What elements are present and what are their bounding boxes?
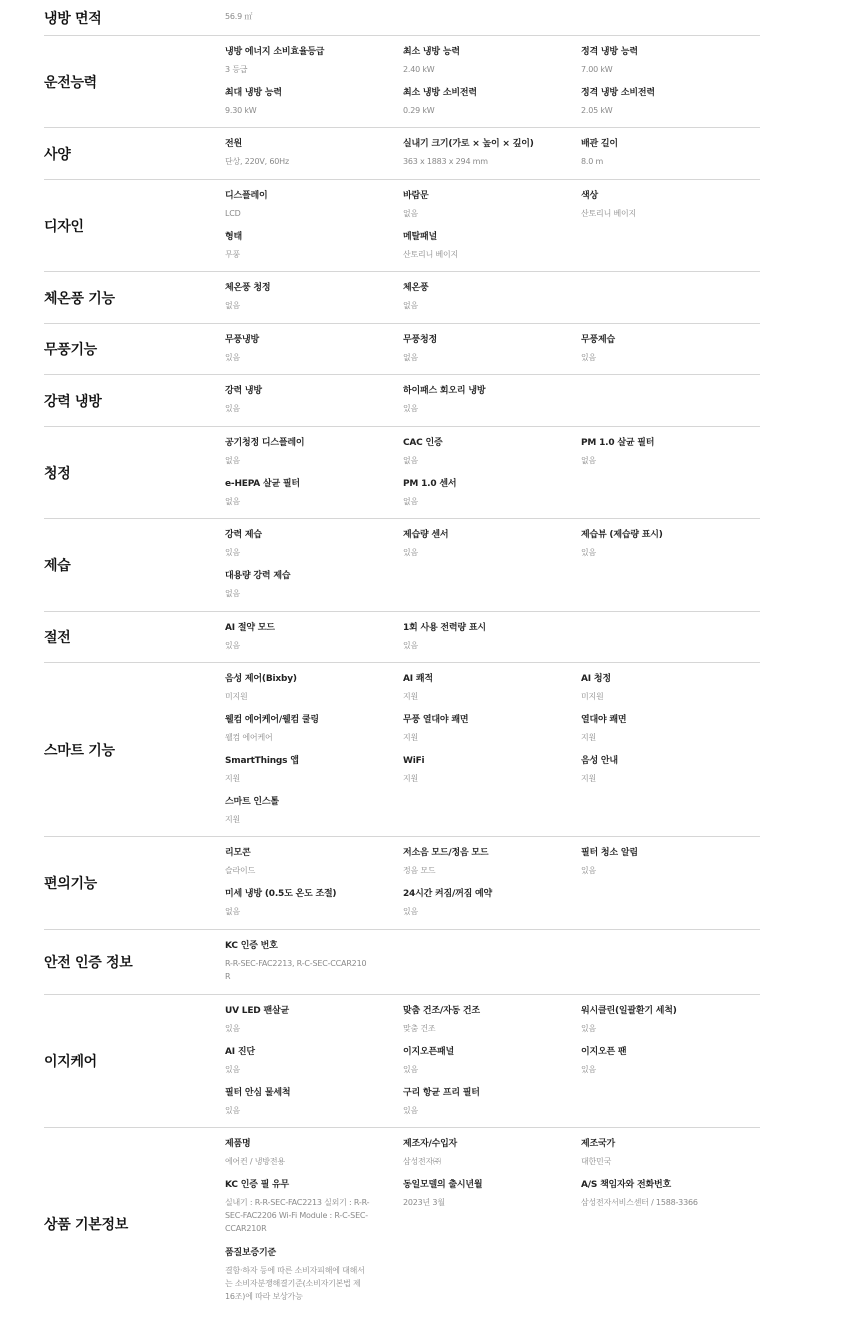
spec-item xyxy=(225,46,400,76)
spec-item xyxy=(403,1179,578,1209)
spec-item xyxy=(225,334,400,364)
section-title: 청정 xyxy=(44,465,71,482)
spec-value: 지원 xyxy=(581,733,597,742)
spec-item xyxy=(225,231,400,261)
spec-section-purification xyxy=(44,427,760,519)
spec-value: 없음 xyxy=(225,497,241,506)
spec-label: 체온풍 xyxy=(403,283,429,293)
spec-label: 제습량 센서 xyxy=(403,530,449,540)
spec-section-product-info xyxy=(44,1128,760,1320)
spec-section-smart-features xyxy=(44,663,760,837)
spec-item xyxy=(581,138,756,168)
spec-value: 없음 xyxy=(403,456,419,465)
spec-label: 바람문 xyxy=(403,191,429,201)
spec-section-specification xyxy=(44,128,760,180)
spec-section-easycare xyxy=(44,995,760,1128)
spec-item xyxy=(403,714,578,744)
spec-value: 없음 xyxy=(403,353,419,362)
spec-label: 구리 항균 프리 필터 xyxy=(403,1088,480,1098)
spec-item xyxy=(581,1138,756,1168)
spec-value: 있음 xyxy=(403,1065,419,1074)
spec-label: 형태 xyxy=(225,232,242,242)
spec-label: 동일모델의 출시년월 xyxy=(403,1180,483,1190)
section-title: 운전능력 xyxy=(44,74,97,91)
spec-label: 웰컴 에어케어/웰컴 쿨링 xyxy=(225,715,319,725)
spec-value: 단상, 220V, 60Hz xyxy=(225,157,289,166)
spec-section-power-cooling xyxy=(44,375,760,427)
spec-item xyxy=(581,437,756,467)
spec-label: 무풍 열대야 쾌면 xyxy=(403,715,469,725)
spec-value: 있음 xyxy=(581,1024,597,1033)
spec-value: 지원 xyxy=(403,733,419,742)
spec-value: 0.29 kW xyxy=(403,106,435,115)
spec-item xyxy=(403,1138,578,1168)
spec-item xyxy=(225,190,400,220)
spec-value: 56.9 ㎡ xyxy=(225,12,253,21)
spec-item xyxy=(581,190,756,220)
spec-label: 냉방 에너지 소비효율등급 xyxy=(225,47,325,57)
spec-value: 2.40 kW xyxy=(403,65,435,74)
spec-value: 무풍 xyxy=(225,250,241,259)
spec-value: 산토리니 베이지 xyxy=(581,209,637,218)
spec-item xyxy=(225,673,400,703)
spec-label: 24시간 켜짐/꺼짐 예약 xyxy=(403,889,493,899)
spec-value: 없음 xyxy=(225,589,241,598)
spec-label: 무풍청정 xyxy=(403,335,437,345)
spec-label: 대용량 강력 제습 xyxy=(225,571,291,581)
spec-item xyxy=(225,1046,400,1076)
spec-label: 품질보증기준 xyxy=(225,1248,276,1258)
spec-label: 정격 냉방 능력 xyxy=(581,47,638,57)
spec-value: 2.05 kW xyxy=(581,106,613,115)
spec-item xyxy=(581,755,756,785)
spec-value: 있음 xyxy=(403,404,419,413)
spec-label: 최대 냉방 능력 xyxy=(225,88,282,98)
spec-value: 정음 모드 xyxy=(403,866,436,875)
spec-value: 있음 xyxy=(225,353,241,362)
spec-label: 필터 청소 알림 xyxy=(581,848,638,858)
spec-value: 없음 xyxy=(225,456,241,465)
spec-label: 이지오픈패널 xyxy=(403,1047,454,1057)
spec-value: 지원 xyxy=(403,774,419,783)
spec-item xyxy=(403,282,578,312)
spec-value: 있음 xyxy=(225,548,241,557)
spec-value: 있음 xyxy=(225,1106,241,1115)
spec-item xyxy=(403,190,578,220)
spec-value: 없음 xyxy=(403,497,419,506)
spec-item xyxy=(581,529,756,559)
section-title: 편의기능 xyxy=(44,876,97,892)
spec-label: 이지오픈 팬 xyxy=(581,1047,627,1057)
spec-value: 있음 xyxy=(225,404,241,413)
spec-item xyxy=(225,478,400,508)
spec-item xyxy=(581,1046,756,1076)
spec-label: 리모콘 xyxy=(225,848,251,858)
spec-item xyxy=(225,385,400,415)
spec-item xyxy=(581,714,756,744)
spec-value: 실내기 : R-R-SEC-FAC2213 실외기 : R-R-SEC-FAC2206 Wi-Fi Module : R-C-SEC-CCAR210R xyxy=(225,1198,370,1233)
spec-item xyxy=(225,282,400,312)
spec-label: 하이패스 회오리 냉방 xyxy=(403,386,486,396)
spec-value: 결함·하자 등에 따른 소비자피해에 대해서는 소비자분쟁해결기준(소비자기본법 제16조)에 따라 보상가능 xyxy=(225,1266,365,1301)
spec-value: 없음 xyxy=(225,907,241,916)
spec-section-operating-capacity xyxy=(44,36,760,128)
spec-label: 정격 냉방 소비전력 xyxy=(581,88,655,98)
spec-item xyxy=(403,138,578,168)
spec-label: KC 인증 번호 xyxy=(225,941,278,951)
section-title: 무풍기능 xyxy=(44,342,97,358)
spec-item xyxy=(225,437,400,467)
spec-item xyxy=(581,87,756,117)
section-title: 제습 xyxy=(44,558,71,574)
spec-value: 있음 xyxy=(581,353,597,362)
spec-label: A/S 책임자와 전화번호 xyxy=(581,1180,671,1190)
section-title: 이지케어 xyxy=(44,1054,97,1070)
spec-section-safety-cert xyxy=(44,930,760,995)
spec-section-cooling-area xyxy=(44,0,760,36)
spec-item xyxy=(225,847,400,877)
spec-label: 필터 안심 물세척 xyxy=(225,1088,291,1098)
spec-item xyxy=(225,1087,400,1117)
spec-item xyxy=(225,570,400,600)
spec-value: 미지원 xyxy=(225,692,248,701)
spec-item xyxy=(225,1138,400,1168)
spec-value: 9.30 kW xyxy=(225,106,257,115)
section-title: 상품 기본정보 xyxy=(44,1217,128,1233)
spec-label: 디스플레이 xyxy=(225,191,268,201)
spec-item xyxy=(403,1087,578,1117)
spec-item xyxy=(225,87,400,117)
spec-value: 8.0 m xyxy=(581,157,604,166)
spec-label: 제조자/수입자 xyxy=(403,1139,458,1149)
spec-label: 제조국가 xyxy=(581,1139,615,1149)
spec-label: 무풍냉방 xyxy=(225,335,259,345)
spec-label: 체온풍 청정 xyxy=(225,283,271,293)
spec-section-windfree xyxy=(44,324,760,375)
spec-label: 강력 제습 xyxy=(225,530,262,540)
spec-label: 워시클린(일괄환기 세척) xyxy=(581,1006,677,1016)
spec-label: 배관 길이 xyxy=(581,139,618,149)
spec-item xyxy=(403,1046,578,1076)
spec-label: 맞춤 건조/자동 건조 xyxy=(403,1006,480,1016)
spec-value: 있음 xyxy=(225,641,241,650)
spec-item xyxy=(403,755,578,785)
spec-item xyxy=(225,1179,370,1235)
spec-item xyxy=(225,940,367,983)
spec-section-convenience xyxy=(44,837,760,930)
spec-label: 강력 냉방 xyxy=(225,386,262,396)
spec-label: 열대야 쾌면 xyxy=(581,715,627,725)
spec-section-dehumidification xyxy=(44,519,760,612)
spec-item xyxy=(403,622,578,652)
spec-item xyxy=(403,385,578,415)
spec-value: 지원 xyxy=(225,815,241,824)
spec-label: 음성 제어(Bixby) xyxy=(225,674,297,684)
spec-item xyxy=(225,138,400,168)
spec-value: 슬라이드 xyxy=(225,866,256,875)
spec-value: 삼성전자서비스센터 / 1588-3366 xyxy=(581,1198,698,1207)
spec-value: 대한민국 xyxy=(581,1157,612,1166)
section-title: 강력 냉방 xyxy=(44,393,102,410)
section-title: 스마트 기능 xyxy=(44,742,115,759)
section-title: 절전 xyxy=(44,630,71,646)
spec-value: 2023년 3월 xyxy=(403,1198,445,1207)
spec-item xyxy=(225,714,400,744)
spec-value: 없음 xyxy=(225,301,241,310)
spec-section-power-saving xyxy=(44,612,760,663)
spec-label: PM 1.0 살균 필터 xyxy=(581,438,655,448)
spec-value: 3 등급 xyxy=(225,65,248,74)
spec-value: 있음 xyxy=(403,907,419,916)
spec-value: 있음 xyxy=(225,1024,241,1033)
spec-value: R-R-SEC-FAC2213, R-C-SEC-CCAR210R xyxy=(225,959,367,981)
spec-item xyxy=(225,888,400,918)
spec-value: 있음 xyxy=(403,548,419,557)
spec-value: 미지원 xyxy=(581,692,604,701)
spec-section-body-temp-wind xyxy=(44,272,760,324)
spec-label: 공기청정 디스플레이 xyxy=(225,438,305,448)
spec-label: KC 인증 필 유무 xyxy=(225,1180,290,1190)
spec-label: CAC 인증 xyxy=(403,438,443,448)
spec-label: AI 진단 xyxy=(225,1047,255,1057)
spec-label: 미세 냉방 (0.5도 온도 조절) xyxy=(225,889,337,899)
spec-item xyxy=(403,529,578,559)
spec-label: 최소 냉방 능력 xyxy=(403,47,460,57)
spec-label: 무풍제습 xyxy=(581,335,615,345)
spec-value: 지원 xyxy=(403,692,419,701)
spec-item xyxy=(225,622,400,652)
spec-label: 제습뷰 (제습량 표시) xyxy=(581,530,663,540)
spec-item xyxy=(403,1005,578,1035)
spec-item xyxy=(403,334,578,364)
spec-label: 스마트 인스톨 xyxy=(225,797,279,807)
spec-value: 363 x 1883 x 294 mm xyxy=(403,157,488,166)
section-title: 사양 xyxy=(44,146,71,163)
spec-item xyxy=(403,437,578,467)
spec-item xyxy=(225,1005,400,1035)
spec-item xyxy=(581,847,756,877)
spec-label: 저소음 모드/정음 모드 xyxy=(403,848,489,858)
spec-value: 삼성전자㈜ xyxy=(403,1157,441,1166)
spec-item xyxy=(403,231,578,261)
spec-label: 최소 냉방 소비전력 xyxy=(403,88,477,98)
spec-label: 제품명 xyxy=(225,1139,251,1149)
spec-label: WiFi xyxy=(403,756,425,766)
spec-value: LCD xyxy=(225,209,241,218)
spec-label: AI 쾌적 xyxy=(403,674,433,684)
spec-item xyxy=(403,478,578,508)
spec-label: SmartThings 앱 xyxy=(225,756,299,766)
spec-value: 7.00 kW xyxy=(581,65,613,74)
spec-value: 있음 xyxy=(581,548,597,557)
spec-label: PM 1.0 센서 xyxy=(403,479,457,489)
spec-item xyxy=(403,46,578,76)
spec-label: e-HEPA 살균 필터 xyxy=(225,479,300,489)
spec-item xyxy=(225,796,400,826)
spec-item xyxy=(403,847,578,877)
spec-value: 지원 xyxy=(581,774,597,783)
spec-value: 웰컴 에어케어 xyxy=(225,733,273,742)
section-title: 냉방 면적 xyxy=(44,10,102,27)
spec-item xyxy=(581,673,756,703)
spec-label: 1회 사용 전력량 표시 xyxy=(403,623,486,633)
spec-label: 실내기 크기(가로 × 높이 × 깊이) xyxy=(403,139,534,149)
spec-item xyxy=(403,87,578,117)
spec-section-design xyxy=(44,180,760,272)
section-title: 디자인 xyxy=(44,218,84,235)
spec-value: 있음 xyxy=(225,1065,241,1074)
spec-label: 전원 xyxy=(225,139,242,149)
spec-item xyxy=(581,334,756,364)
spec-item xyxy=(581,1179,759,1209)
spec-value: 없음 xyxy=(581,456,597,465)
spec-value: 있음 xyxy=(403,1106,419,1115)
section-title: 안전 인증 정보 xyxy=(44,955,133,971)
spec-value: 없음 xyxy=(403,301,419,310)
spec-label: UV LED 팬살균 xyxy=(225,1006,289,1016)
spec-label: 메탈패널 xyxy=(403,232,437,242)
spec-label: 음성 안내 xyxy=(581,756,618,766)
section-title: 체온풍 기능 xyxy=(44,290,115,307)
spec-value: 있음 xyxy=(581,1065,597,1074)
spec-value: 있음 xyxy=(403,641,419,650)
spec-value: 있음 xyxy=(581,866,597,875)
spec-item xyxy=(225,529,400,559)
spec-value: 산토리니 베이지 xyxy=(403,250,459,259)
spec-label: AI 청정 xyxy=(581,674,611,684)
spec-label: 색상 xyxy=(581,191,598,201)
spec-value: 없음 xyxy=(403,209,419,218)
spec-item xyxy=(225,1247,370,1303)
spec-item xyxy=(581,1005,756,1035)
spec-item xyxy=(581,46,756,76)
spec-item xyxy=(403,673,578,703)
spec-value: 에어컨 / 냉방전용 xyxy=(225,1157,285,1166)
spec-value: 지원 xyxy=(225,774,241,783)
spec-item xyxy=(225,755,400,785)
spec-item xyxy=(225,11,400,23)
spec-label: AI 절약 모드 xyxy=(225,623,275,633)
spec-value: 맞춤 건조 xyxy=(403,1024,436,1033)
spec-item xyxy=(403,888,578,918)
